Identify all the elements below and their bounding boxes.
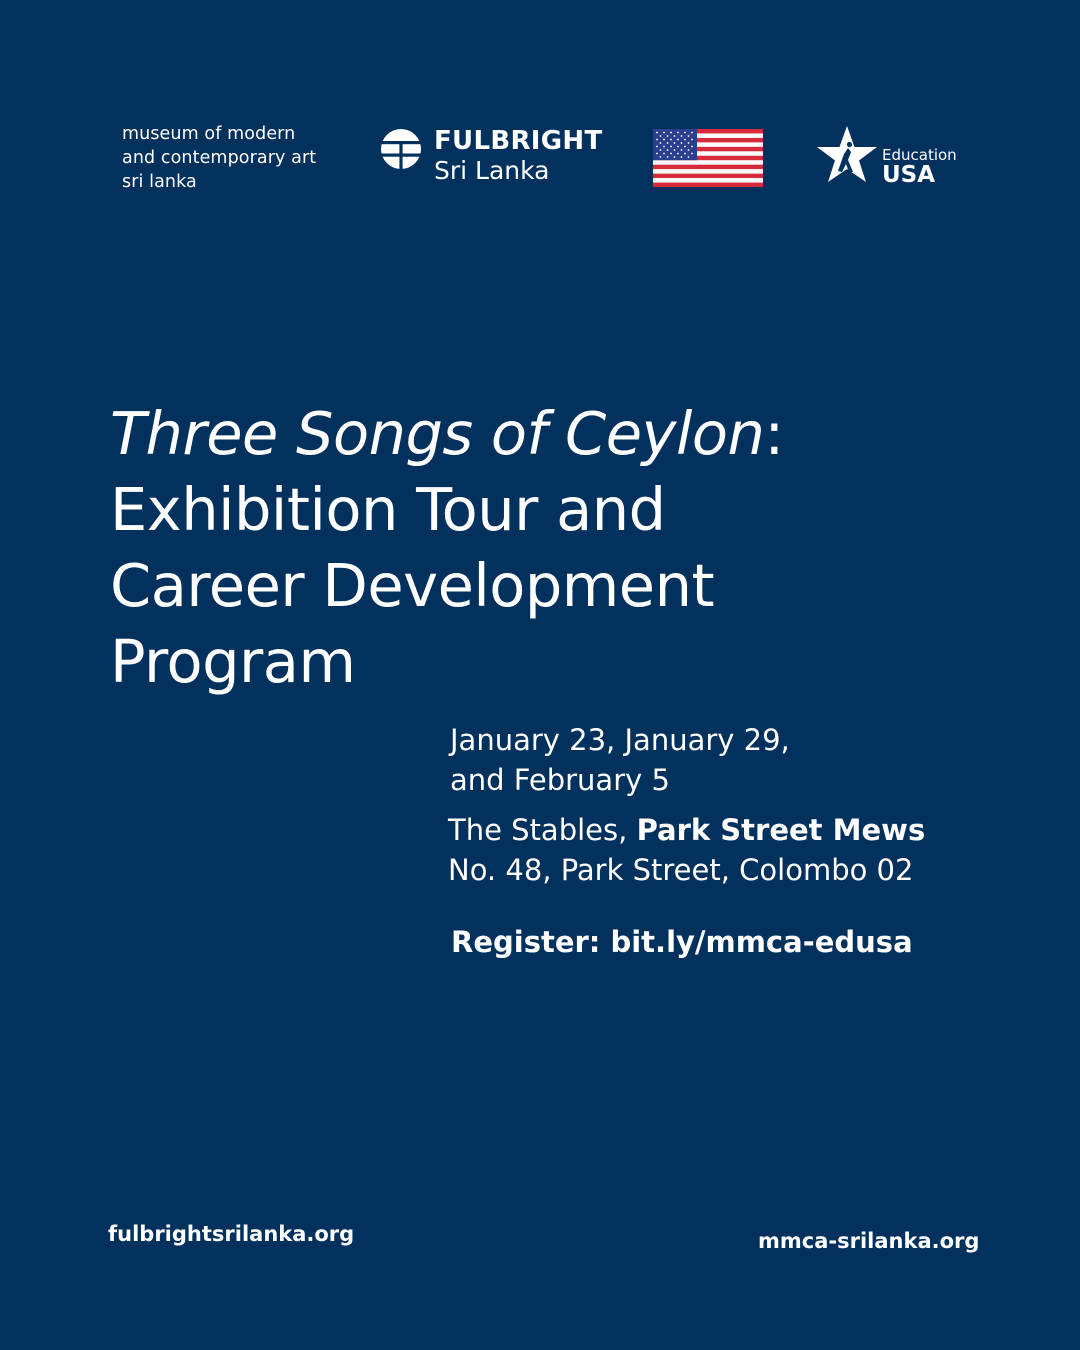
venue-address: No. 48, Park Street, Colombo 02 — [448, 853, 914, 887]
education-usa-line-2: USA — [882, 162, 936, 188]
title-colon: : — [764, 399, 784, 468]
event-venue — [448, 810, 925, 890]
mmca-logo-line-2: and contemporary art — [122, 148, 317, 168]
fulbright-website-link[interactable]: fulbrightsrilanka.org — [108, 1222, 355, 1246]
us-flag-icon — [653, 129, 763, 187]
exhibition-name: Three Songs of Ceylon — [110, 399, 765, 468]
event-title-line-3: Career Development — [110, 551, 715, 620]
event-dates-line-1: January 23, January 29, — [450, 723, 790, 757]
event-title-line-4: Program — [110, 627, 356, 696]
venue-line — [448, 810, 925, 850]
event-dates-line-2: and February 5 — [450, 763, 670, 797]
education-usa-logo — [815, 124, 960, 190]
mmca-logo-line-3: sri lanka — [122, 172, 197, 192]
event-dates — [450, 720, 790, 800]
register-link[interactable]: Register: bit.ly/mmca-edusa — [451, 925, 913, 959]
star-icon — [815, 124, 879, 188]
event-title-line-1 — [110, 396, 970, 472]
education-usa-line-1: Education — [882, 146, 957, 164]
fulbright-sub: Sri Lanka — [434, 156, 550, 185]
event-title — [110, 396, 970, 700]
mmca-website-link[interactable]: mmca-srilanka.org — [758, 1229, 980, 1253]
venue-name: Park Street Mews — [636, 813, 926, 847]
fulbright-emblem-icon — [380, 128, 422, 170]
venue-prefix: The Stables, — [448, 813, 637, 847]
event-title-line-2: Exhibition Tour and — [110, 475, 666, 544]
fulbright-name: FULBRIGHT — [434, 126, 603, 156]
partner-logos — [0, 118, 1080, 198]
mmca-logo — [122, 122, 316, 194]
mmca-logo-line-1: museum of modern — [122, 124, 296, 144]
